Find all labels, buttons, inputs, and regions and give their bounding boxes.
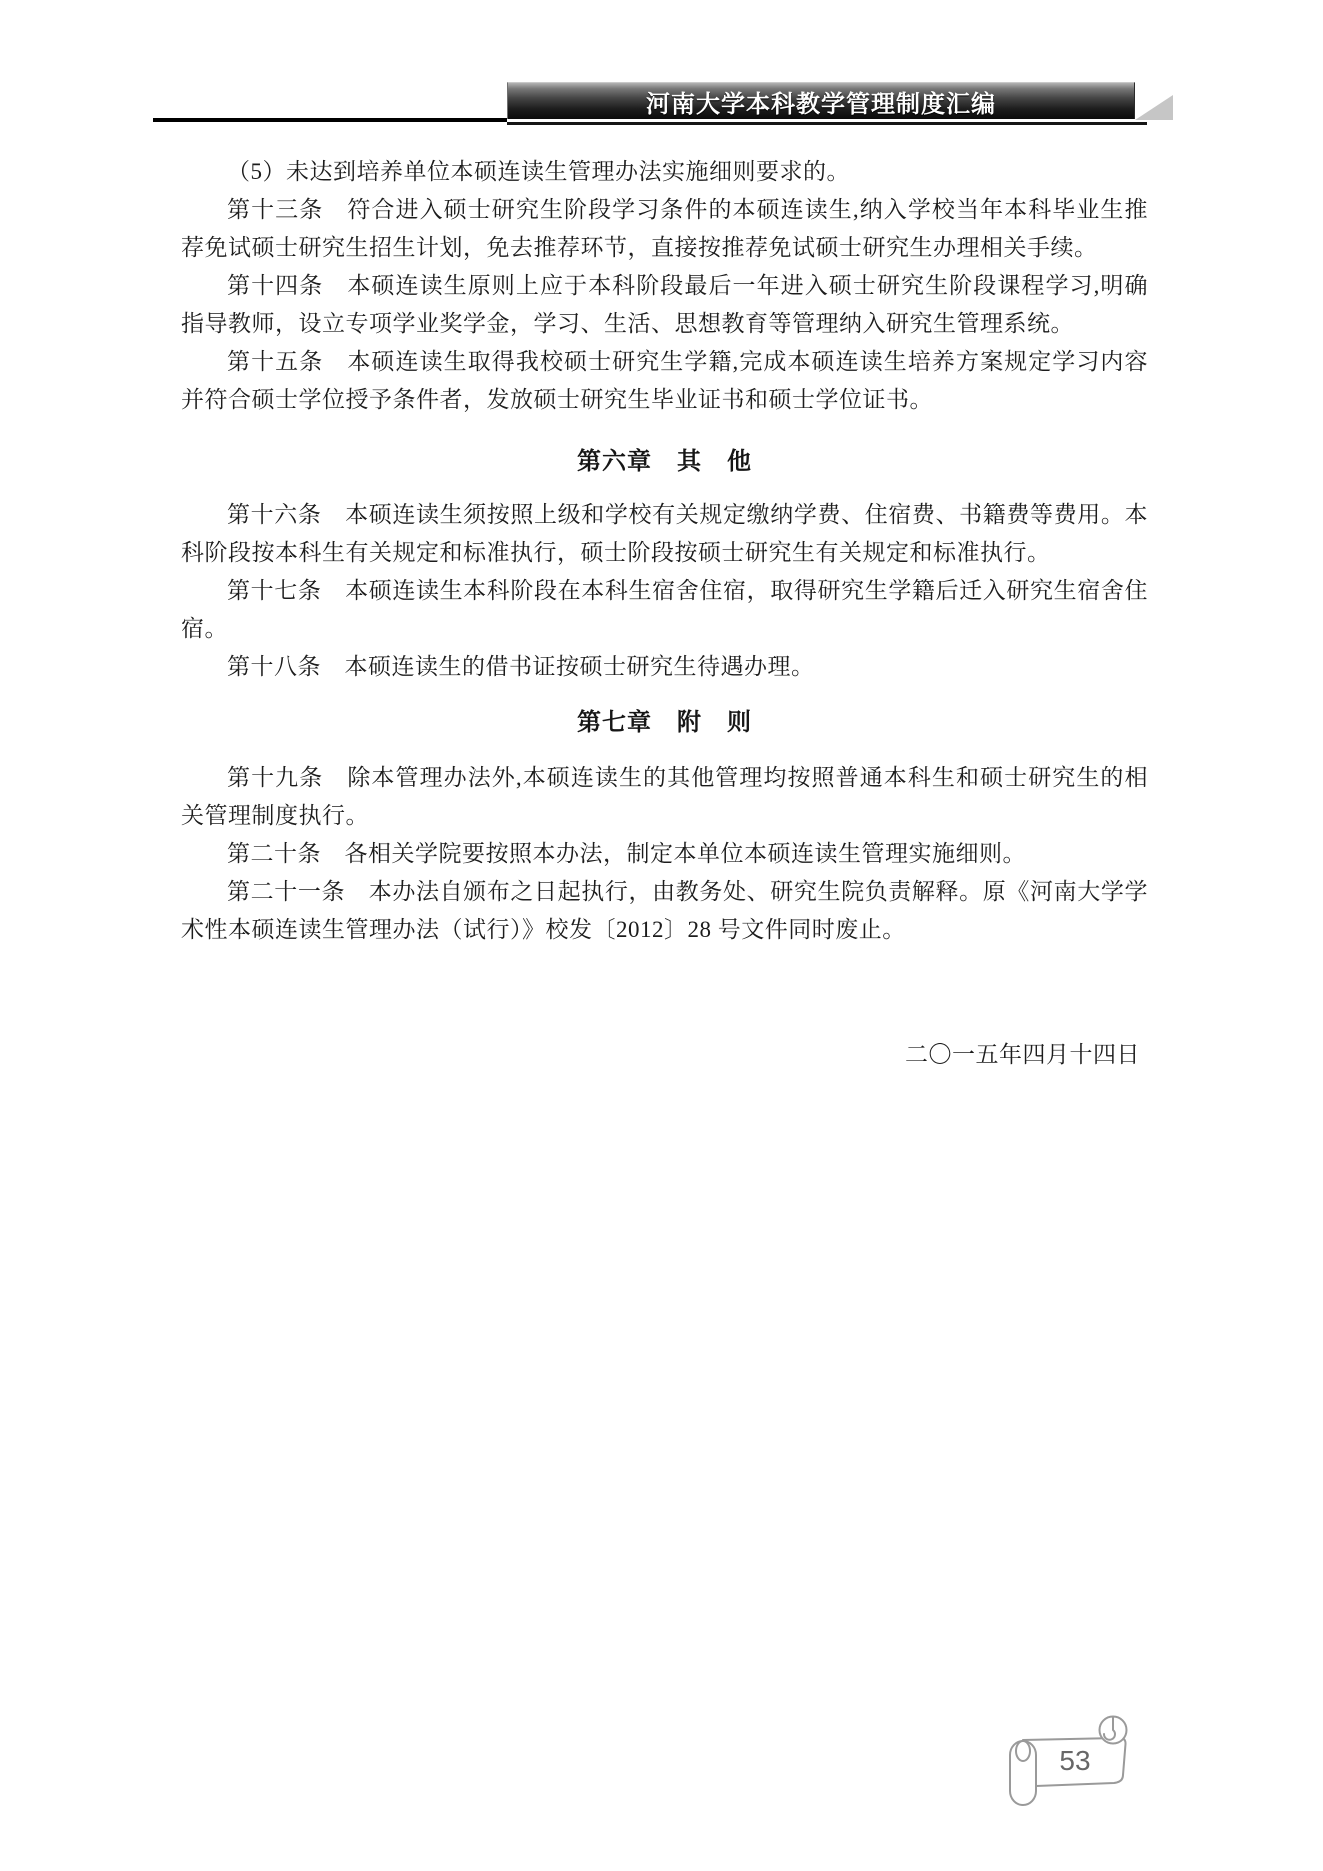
article-21: 第二十一条 本办法自颁布之日起执行，由教务处、研究生院负责解释。原《河南大学学术性本硕连读生管理办法（试行）》校发〔2012〕28 号文件同时废止。 — [181, 879, 1148, 942]
scroll-banner-icon — [1003, 1711, 1138, 1811]
page-number: 53 — [1059, 1745, 1091, 1776]
article-16: 第十六条 本硕连读生须按照上级和学校有关规定缴纳学费、住宿费、书籍费等费用。本科阶段按本科生有关规定和标准执行，硕士阶段按硕士研究生有关规定和标准执行。 — [181, 502, 1148, 565]
header-rule-right — [507, 122, 1147, 125]
issue-date: 二〇一五年四月十四日 — [905, 1042, 1140, 1067]
article-17: 第十七条 本硕连读生本科阶段在本科生宿舍住宿，取得研究生学籍后迁入研究生宿舍住宿。 — [181, 578, 1148, 641]
page-number-scroll — [1003, 1711, 1138, 1811]
header-rule-left — [153, 118, 507, 122]
clause-item-5: （5）未达到培养单位本硕连读生管理办法实施细则要求的。 — [227, 159, 850, 184]
chapter-6-heading: 第六章 其 他 — [577, 448, 752, 475]
chapter-7-heading: 第七章 附 则 — [577, 709, 752, 736]
article-19: 第十九条 除本管理办法外,本硕连读生的其他管理均按照普通本科生和硕士研究生的相关管理制度执行。 — [181, 765, 1148, 828]
article-20: 第二十条 各相关学院要按照本办法，制定本单位本硕连读生管理实施细则。 — [227, 841, 1026, 866]
compilation-title: 河南大学本科教学管理制度汇编 — [646, 91, 996, 118]
article-18: 第十八条 本硕连读生的借书证按硕士研究生待遇办理。 — [227, 654, 815, 679]
article-15: 第十五条 本硕连读生取得我校硕士研究生学籍,完成本硕连读生培养方案规定学习内容并符合硕士学位授予条件者，发放硕士研究生毕业证书和硕士学位证书。 — [181, 349, 1148, 412]
article-13: 第十三条 符合进入硕士研究生阶段学习条件的本硕连读生,纳入学校当年本科毕业生推荐免试硕士研究生招生计划，免去推荐环节，直接按推荐免试硕士研究生办理相关手续。 — [181, 197, 1148, 260]
header-banner — [507, 82, 1135, 119]
banner-arrow-decoration — [1135, 95, 1173, 120]
document-body — [181, 153, 1148, 1074]
article-14: 第十四条 本硕连读生原则上应于本科阶段最后一年进入硕士研究生阶段课程学习,明确指导教师，设立专项学业奖学金，学习、生活、思想教育等管理纳入研究生管理系统。 — [181, 273, 1148, 336]
